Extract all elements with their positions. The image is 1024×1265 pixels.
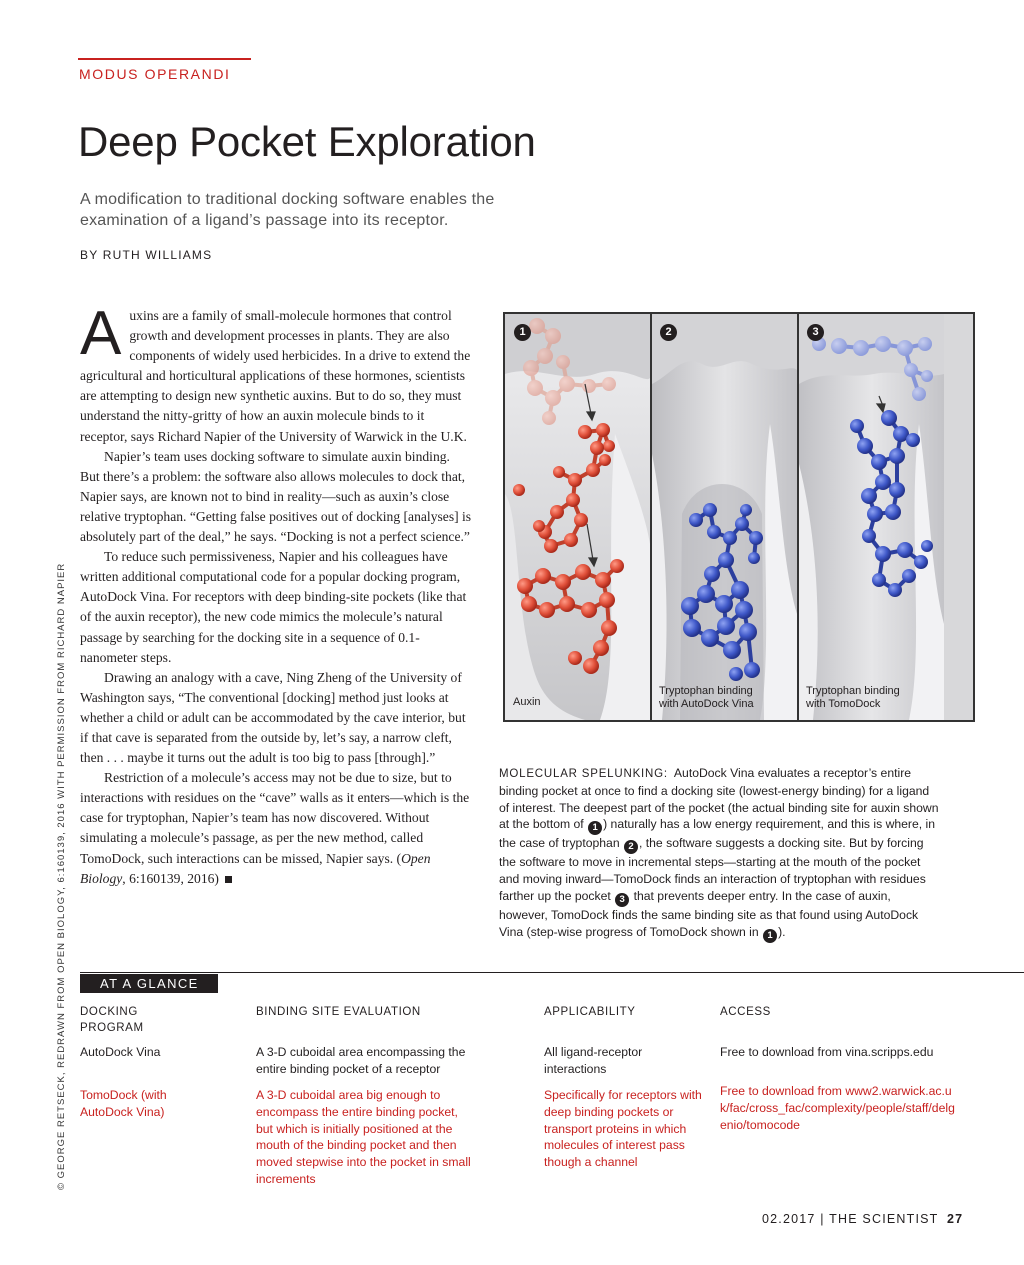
caption-heading: MOLECULAR SPELUNKING:	[499, 768, 668, 780]
section-label: MODUS OPERANDI	[79, 66, 231, 82]
glance-row-2-access: Free to download from www2.warwick.ac.uk/fac/cross_fac/complexity/people/staff/delgenio/tomocode	[720, 1084, 955, 1132]
folio	[762, 1212, 963, 1226]
caption-text: that prevents deeper entry. In the case of auxin, however, TomoDock finds the same binding site as that found using AutoDock Vina (step-wise progress of TomoDock shown in	[499, 888, 919, 939]
dek: A modification to traditional docking software enables the examination of a ligand’s passage into its receptor.	[80, 191, 495, 229]
folio-issue: 02.2017 | THE SCIENTIST	[762, 1212, 939, 1226]
glance-row-2-binding: A 3-D cuboidal area big enough to encompass the entire binding pocket, but which is initially positioned at the mouth of the binding pocket and then moved stepwise into the pocket in small increments	[256, 1088, 471, 1186]
glance-header-program: DOCKING PROGRAM	[80, 1006, 144, 1034]
inline-number-badge: 2	[624, 840, 638, 854]
glance-row-2-program: TomoDock (with AutoDock Vina)	[80, 1088, 167, 1119]
headline: Deep Pocket Exploration	[78, 118, 536, 165]
end-mark	[225, 876, 232, 883]
photo-credit: © GEORGE RETSECK, REDRAWN FROM OPEN BIOLOGY, 6:160139, 2016 WITH PERMISSION FROM RICHARD NAPIER	[56, 562, 67, 1190]
caption-text: , the software suggests a docking site. But by forcing the software to move in incremental steps—starting at the mouth of the pocket and moving inward—TomoDock finds an interaction of tryptophan with residues farther up the pocket	[499, 836, 926, 903]
citation-detail: , 6:160139, 2016)	[122, 870, 219, 886]
citation-journal: Open Biology	[80, 850, 431, 886]
glance-row-1-access: Free to download from vina.scripps.edu	[720, 1045, 934, 1059]
figure-caption	[499, 765, 939, 943]
panel-3-label-line-2: with TomoDock	[806, 698, 881, 710]
paragraph-1-text: uxins are a family of small-molecule hormones that control growth and development processes in plants. They are also components of widely used herbicides. In a drive to extend the agricultural and horticultural applications of these hormones, scientists are attempting to design new synthetic auxins. But to do so, they must understand the nitty-gritty of how an auxin molecule binds to it receptor, says Richard Napier of the University of Warwick in the U.K.	[80, 308, 471, 444]
glance-header-applicability: APPLICABILITY	[544, 1006, 636, 1018]
molecule-figure	[503, 312, 975, 722]
glance-header-access: ACCESS	[720, 1006, 771, 1018]
panel-3-label	[806, 685, 900, 711]
glance-tag: AT A GLANCE	[80, 974, 218, 993]
paragraph-4: Drawing an analogy with a cave, Ning Zheng of the University of Washington says, “The conventional [docking] method just looks at whether a child or adult can be accommodated by the cave interior, but if that cave is separated from the outside by, let’s say, a narrow cleft, then . . . maybe it turns out the adult is too big to pass [through].”	[80, 669, 466, 766]
auxin-illustration	[505, 314, 650, 720]
byline: BY RUTH WILLIAMS	[80, 248, 213, 262]
page-number: 27	[946, 1212, 964, 1226]
inline-number-badge: 1	[588, 821, 602, 835]
inline-number-badge: 3	[615, 893, 629, 907]
inline-number-badge: 1	[763, 929, 777, 943]
panel-1-number: 1	[514, 324, 531, 341]
tryptophan-vina-illustration	[652, 314, 797, 720]
panel-3-number: 3	[807, 324, 824, 341]
panel-2-label-line-2: with AutoDock Vina	[659, 698, 754, 710]
paragraph-3: To reduce such permissiveness, Napier and his colleagues have written additional computational code for a popular docking program, AutoDock Vina. For receptors with deep binding-site pockets (like that of the auxin receptor), the new code mimics the molecule’s natural passage by searching for the docking site in a sequence of 0.1-nanometer steps.	[80, 549, 467, 665]
caption-text: AutoDock Vina evaluates a receptor’s entire binding pocket at once to find a docking site (lowest-energy binding) for a ligand of interest. The deepest part of the pocket (the actual binding site for auxin shown at the bottom of	[499, 766, 939, 832]
tryptophan-tomodock-illustration	[799, 314, 944, 720]
glance-row-2-applicability: Specifically for receptors with deep binding pockets or transport proteins in which molecules of interest pass though a channel	[544, 1088, 702, 1170]
panel-2-label	[659, 685, 754, 711]
panel-2-number: 2	[660, 324, 677, 341]
panel-1-label	[513, 696, 541, 709]
caption-text: ) naturally has a low energy requirement, and this is where, in the case of tryptophan	[499, 817, 936, 851]
glance-row-1-applicability: All ligand-receptor interactions	[544, 1045, 643, 1076]
glance-header-binding: BINDING SITE EVALUATION	[256, 1006, 421, 1018]
drop-cap: A	[80, 299, 122, 368]
paragraph-5	[80, 768, 472, 889]
glance-row-1-binding: A 3-D cuboidal area encompassing the entire binding pocket of a receptor	[256, 1045, 466, 1076]
paragraph-1	[80, 299, 472, 447]
glance-rule	[80, 972, 1024, 973]
panel-3-label-line-1: Tryptophan binding	[806, 685, 900, 697]
figure-panel-1	[505, 314, 650, 720]
section-rule	[78, 58, 251, 60]
panel-2-label-line-1: Tryptophan binding	[659, 685, 753, 697]
figure-panel-2	[652, 314, 797, 720]
paragraph-2: Napier’s team uses docking software to simulate auxin binding. But there’s a problem: the software also allows molecules to dock that, Napier says, are known not to bind in reality—such as auxin’s close relative tryptophan. “Getting false positives out of docking [analyses] is absolutely part of the deal,” he says. “Docking is not a perfect science.”	[80, 448, 472, 545]
figure-panel-3	[799, 314, 944, 720]
panel-1-label-line-1: Auxin	[513, 696, 541, 708]
paragraph-5-text: Restriction of a molecule’s access may not be due to size, but to interactions with residues on the “cave” walls as it enters—which is the case for tryptophan, Napier’s team has now discovered. Without simulating a molecule’s passage, as per the new method, called TomoDock, such interactions can be missed, Napier says. (	[80, 770, 470, 866]
glance-row-1-program: AutoDock Vina	[80, 1045, 161, 1059]
caption-text: ).	[778, 924, 786, 939]
article-body	[80, 299, 472, 889]
